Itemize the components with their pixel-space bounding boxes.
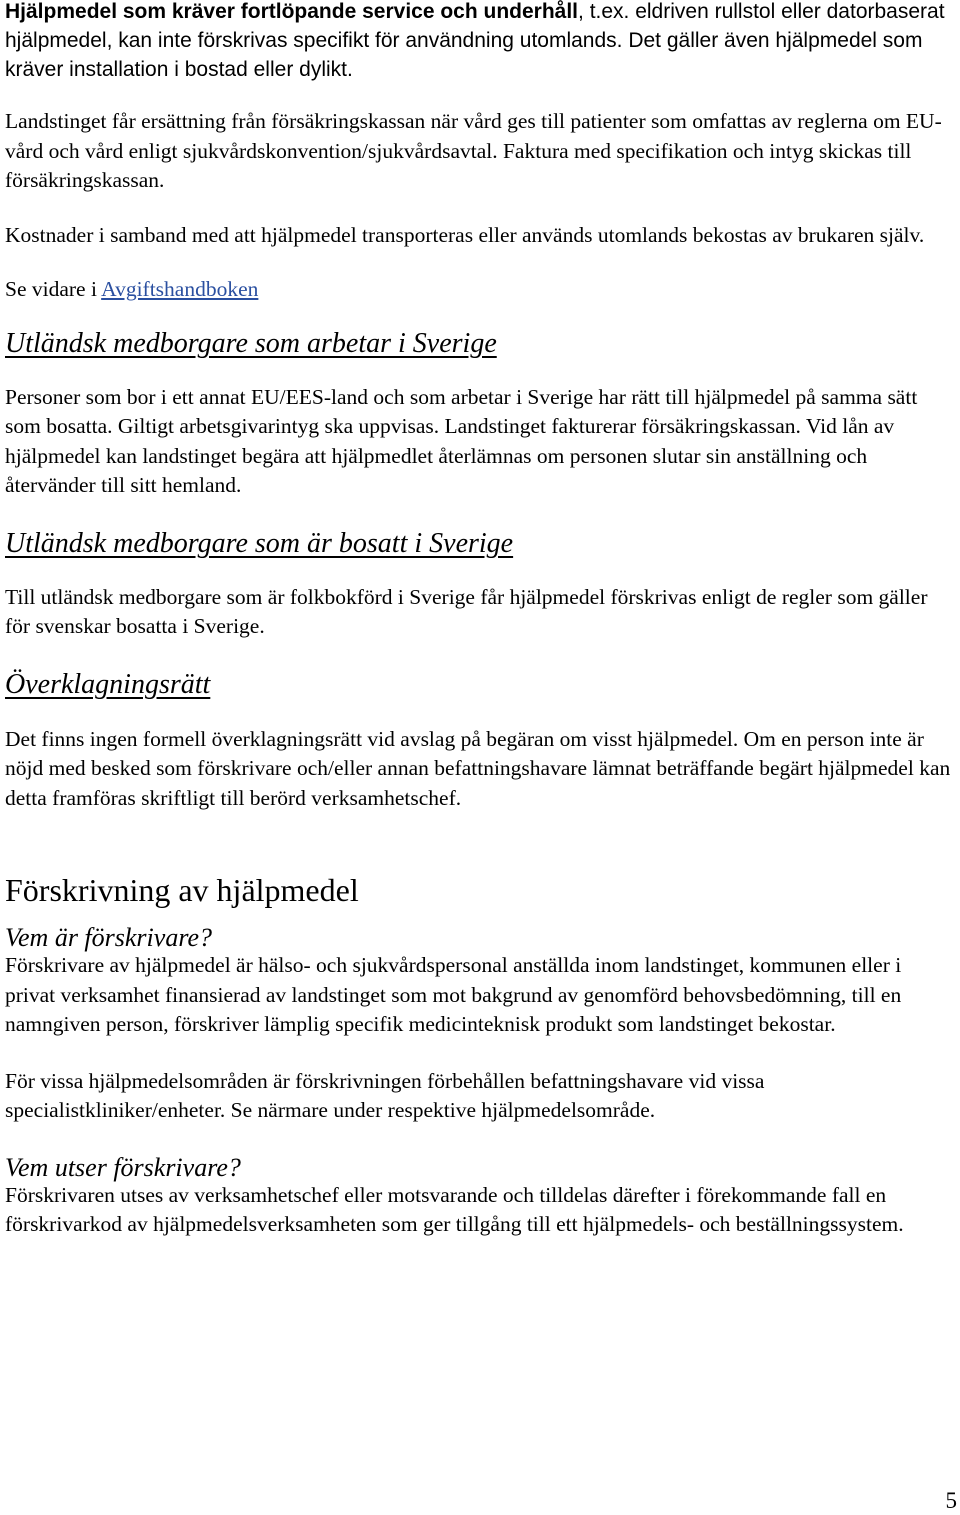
intro-bold-text: Hjälpmedel som kräver fortlöpande service och underhåll (5, 0, 579, 23)
arbetar-paragraph: Personer som bor i ett annat EU/EES-land och som arbetar i Sverige har rätt till hjälpmedel på samma sätt som bosatta. Giltigt arbetsgivarintyg ska uppvisas. Landstinget fakturerar försäkringskassan. Vid lån av hjälpmedel kan landstinget begära att hjälpmedlet återlämnas om personen slutar sin anställning och återvänder till sitt hemland. (5, 384, 918, 497)
vem-utser-paragraph: Förskrivaren utses av verksamhetschef eller motsvarande och tilldelas därefter i förekommande fall en förskrivarkod av hjälpmedelsverksamheten som ger tillgång till ett hjälpmedels- och beställningssystem. (5, 1182, 904, 1236)
ersattning-paragraph: Landstinget får ersättning från försäkringskassan när vård ges till patienter som omfattas av reglerna om EU-vård och vård enligt sjukvårdskonvention/sjukvårdsavtal. Faktura med specifikation och intyg skickas till försäkringskassan. (5, 109, 942, 192)
overklagning-paragraph: Det finns ingen formell överklagningsrätt vid avslag på begäran om visst hjälpmedel. Om en person inte är nöjd med besked som förskrivare och/eller annan befattningshavare lämnat beträffande begärt hjälpmedel kan detta framföras skriftligt till berörd verksamhetschef. (5, 726, 951, 810)
kostnader-paragraph: Kostnader i samband med att hjälpmedel transporteras eller används utomlands bekostas av brukaren själv. (5, 222, 925, 247)
main-heading-forskrivning: Förskrivning av hjälpmedel (5, 872, 359, 908)
heading-utlandsk-arbetar: Utländsk medborgare som arbetar i Sverige (5, 327, 497, 359)
intro-paragraph (5, 0, 955, 84)
vem-ar-paragraph-1: Förskrivare av hjälpmedel är hälso- och sjukvårdspersonal anställda inom landstinget, kommunen eller i privat verksamhet finansierad av landstinget som mot bakgrund av genomförd behovsbedömning, till en namngiven person, förskriver lämplig specifik medicinteknisk produkt som landstinget bekostar. (5, 953, 902, 1036)
heading-overklagningsratt: Överklagningsrätt (5, 668, 211, 700)
see-also-prefix: Se vidare i (5, 277, 102, 301)
heading-utlandsk-bosatt: Utländsk medborgare som är bosatt i Sverige (5, 527, 514, 559)
see-also-line (5, 275, 955, 305)
vem-ar-paragraph-2: För vissa hjälpmedelsområden är förskrivningen förbehållen befattningshavare vid vissa specialistkliniker/enheter. Se närmare under respektive hjälpmedelsområde. (5, 1068, 765, 1122)
bosatt-paragraph: Till utländsk medborgare som är folkbokförd i Sverige får hjälpmedel förskrivas enligt de regler som gäller för svenskar bosatta i Sverige. (5, 584, 928, 638)
page-number: 5 (945, 1488, 957, 1513)
avgiftshandboken-link[interactable]: Avgiftshandboken (101, 277, 259, 301)
document-page (5, 0, 955, 1240)
heading-vem-utser-forskrivare: Vem utser förskrivare? (5, 1152, 241, 1182)
intro-text: , t.ex. eldriven rullstol eller datorbaserat hjälpmedel, kan inte förskrivas specifikt för användning utomlands. Det gäller även hjälpmedel som kräver installation i bostad eller dylikt. (5, 0, 945, 81)
heading-vem-ar-forskrivare: Vem är förskrivare? (5, 923, 213, 952)
